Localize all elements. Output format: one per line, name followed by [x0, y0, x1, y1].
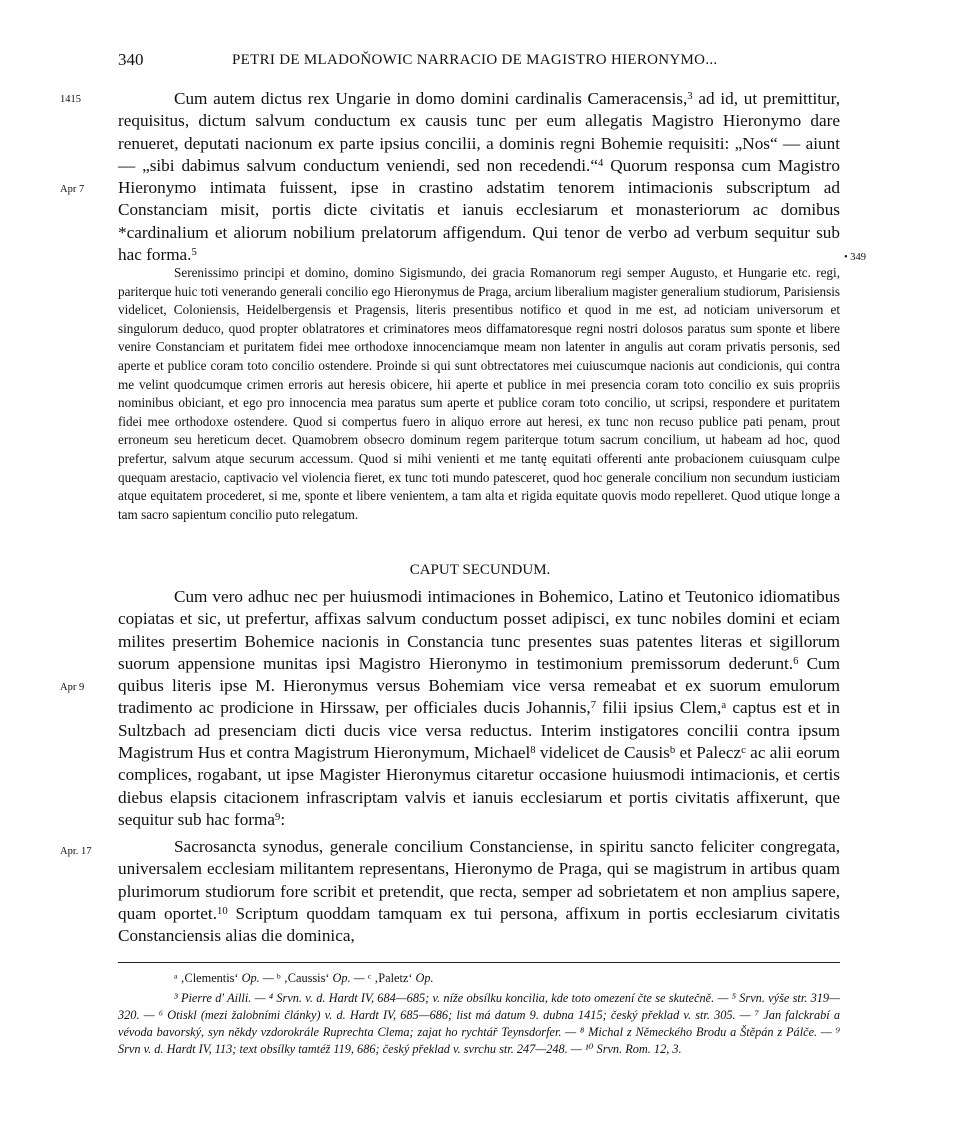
footnote-variants: $^a$ ‚Clementis‘ Op. — $^b$ ‚Caussis‘ Op. — $^c$ ‚Paletz‘ Op.: [174, 971, 434, 985]
paragraph: Cum vero adhuc nec per huiusmodi intimaciones in Bohemico, Latino et Teutonico idiomatibus copiatas et sic, ut prefertur, affixas salvum conductum posset adipisci, ex tunc nobiles domini et eciam milites presertim Bohemice nacionis in Constancia tunc presentes suas patentes literas et sigillorum suorum appensione munitas ipsi Magistro Hieronymo in testimonium premissorum dederunt.$^6$ Cum quibus literis ipse M. Hieronymus versus Bohemiam vice versa remeabat et ex suorum emulorum tradimento ac prodicione in Hirssaw, per officiales ducis Johannis,$^7$ filii ipsius Clem,$^a$ captus est et in Sultzbach ad presenciam dicti ducis vice versa reductus. Interim instigatores concilii contra ipsum Magistrum Hus et contra Magistrum Hieronymum, Michael$^8$ videlicet de Causis$^b$ et Palecz$^c$ ac alii eorum complices, rogabant, ut ipse Magister Hieronymus citaretur occasione huiusmodi intimacionis, et certis diebus elapsis citacionem infrascriptam valvis et ianuis ecclesiarum et portis civitatis affixerunt, que sequitur sub hac forma$^9$:: [118, 587, 840, 829]
chapter-heading: CAPUT SECUNDUM.: [409, 562, 551, 578]
footnote-marker: 5: [191, 247, 197, 259]
footnote-marker: 10: [217, 906, 228, 918]
margin-note-page-ref: • 349: [844, 252, 867, 263]
margin-note-year: 1415: [60, 94, 81, 105]
footnote-marker: 3: [687, 91, 693, 103]
quoted-intimation: Serenissimo principi et domino, domino Sigismundo, dei gracia Romanorum regi semper Augusto, et Hungarie etc. regi, pariterque huic toti venerando generali concilio ego Hieronymus de Praga, arcium liberalium magister generalium studiorum, Parisiensis videlicet, Coloniensis, Heidelbergensis et Pragensis, literis presentibus notifico et quod in me est, ad noticiam universorum et singulorum deduco, quod propter oblatratores et criminatores meos diffamatoresque regni nostri dolosos paratus sum sponte et libere venire Constanciam et puritatem fidei mee orthodoxe innocenciamque meam non latenter in angulis aut coram privatis personis, sed aperte et publice coram toto concilio ostendere. Proinde si qui sunt obtrectatores mei cuiuscumque nacionis aut condicionis, qui contra me velint quodcumque crimen erroris aut heresis obicere, hii aperte et publice in mei presencia coram toto concilio ex suis propriis nominibus obiciant, et ego pro innocencia mea paratus sum aperte et publice coram toto concilio, ut scripsi, respondere et puritatem fidei mee orthodoxe ostendere. Quod si compertus fuero in aliquo errore aut heresi, ex tunc non recuso publice pati penam, prout erroneum seu hereticum decet. Quamobrem obsecro dominum regem pariterque totum sacrum concilium, ut habeam ad hoc, quod prefertur, salvum atque securum accessum. Quod si mihi venienti et me tantę equitati offerenti ante probacionem cuiusquam culpe quequam arestacio, captivacio vel violencia fieret, ex tunc toti mundo patesceret, quod hoc generale concilium non secundum iusticiam atque equitatem procederet, si me, sponte et libere venientem, a tam alta et rigida equitate quovis modo repelleret. Quod utique longe a tam sacro sapientum concilio puto relegatum.: [118, 265, 840, 522]
footnote-marker: b: [669, 745, 676, 757]
footnote-marker: 9: [275, 812, 281, 824]
footnote-marker: 7: [590, 700, 597, 712]
paragraph: Sacrosancta synodus, generale concilium Constanciense, in spiritu sancto feliciter congregata, universalem ecclesiam militantem representans, Hieronymo de Praga, qui se magistrum in artibus quam plurimorum studiorum fore scribit et pretendit, que recta, semper ad sobrietatem et non amplius sapere, quam oportet.$^{10}$ Scriptum quoddam tamquam ex tui persona, affixum in portis ecclesiarum civitatis Constanciensis alias die dominica,: [118, 837, 840, 946]
running-head: PETRI DE MLADOŇOWIC NARRACIO DE MAGISTRO HIERONYMO...: [232, 52, 718, 68]
margin-note-date: Apr 7: [60, 184, 85, 195]
footnotes-numbered: ³ Pierre d' Ailli. — ⁴ Srvn. v. d. Hardt IV, 684—685; v. níže obsílku koncilia, kde toto omezení čte se skutečně. — ⁵ Srvn. výše str. 319—320. — ⁶ Otiskl (mezi žalobními články) v. d. Hardt IV, 685—686; list má datum 9. dubna 1415; český překlad v. str. 305. — ⁷ Jan falckrabí a vévoda bavorský, syn někdy vzdorokrále Ruprechta Clema; zajat ho rychtář Teynsdorfer. — ⁸ Michal z Německého Brodu a Štěpán z Pálče. — ⁹ Srvn v. d. Hardt IV, 113; text obsílky tamtéž 119, 686; český překlad v. svrchu str. 247—248. — ¹⁰ Srvn. Rom. 12, 3.: [118, 991, 840, 1056]
margin-note-date: Apr 9: [60, 682, 85, 693]
margin-note-date: Apr. 17: [60, 846, 92, 857]
footnote-divider: [118, 962, 840, 963]
footnote-marker: 8: [530, 745, 536, 757]
footnote-marker: a: [721, 700, 727, 712]
paragraph: Cum autem dictus rex Ungarie in domo domini cardinalis Cameracensis,$^3$ ad id, ut premittitur, requisitus, dictum salvum conductum ex causis tunc per eum allegatis Magistro Hieronymo dare renueret, deputati nacionum ex parte ipsius concilii, a dominis regni Bohemie requisiti: „Nos“ — aiunt — „sibi dabimus salvum conductum veniendi, sed non recedendi.“$^4$ Quorum responsa cum Magistro Hieronymo intimata fuissent, ipse in crastino adstatim tenorem intimacionis subscriptum ad Constanciam misit, portis dicte civitatis et ianuis ecclesiarum et monasteriorum ac domibus *cardinalium et aliorum nobilium prelatorum affigendum. Qui tenor de verbo ad verbum sequitur sub hac forma.$^5$: [118, 89, 840, 265]
footnote-marker: 6: [793, 656, 799, 668]
footnote-marker: 4: [597, 158, 604, 170]
footnote-marker: c: [741, 745, 746, 757]
page-number: 340: [118, 50, 144, 69]
